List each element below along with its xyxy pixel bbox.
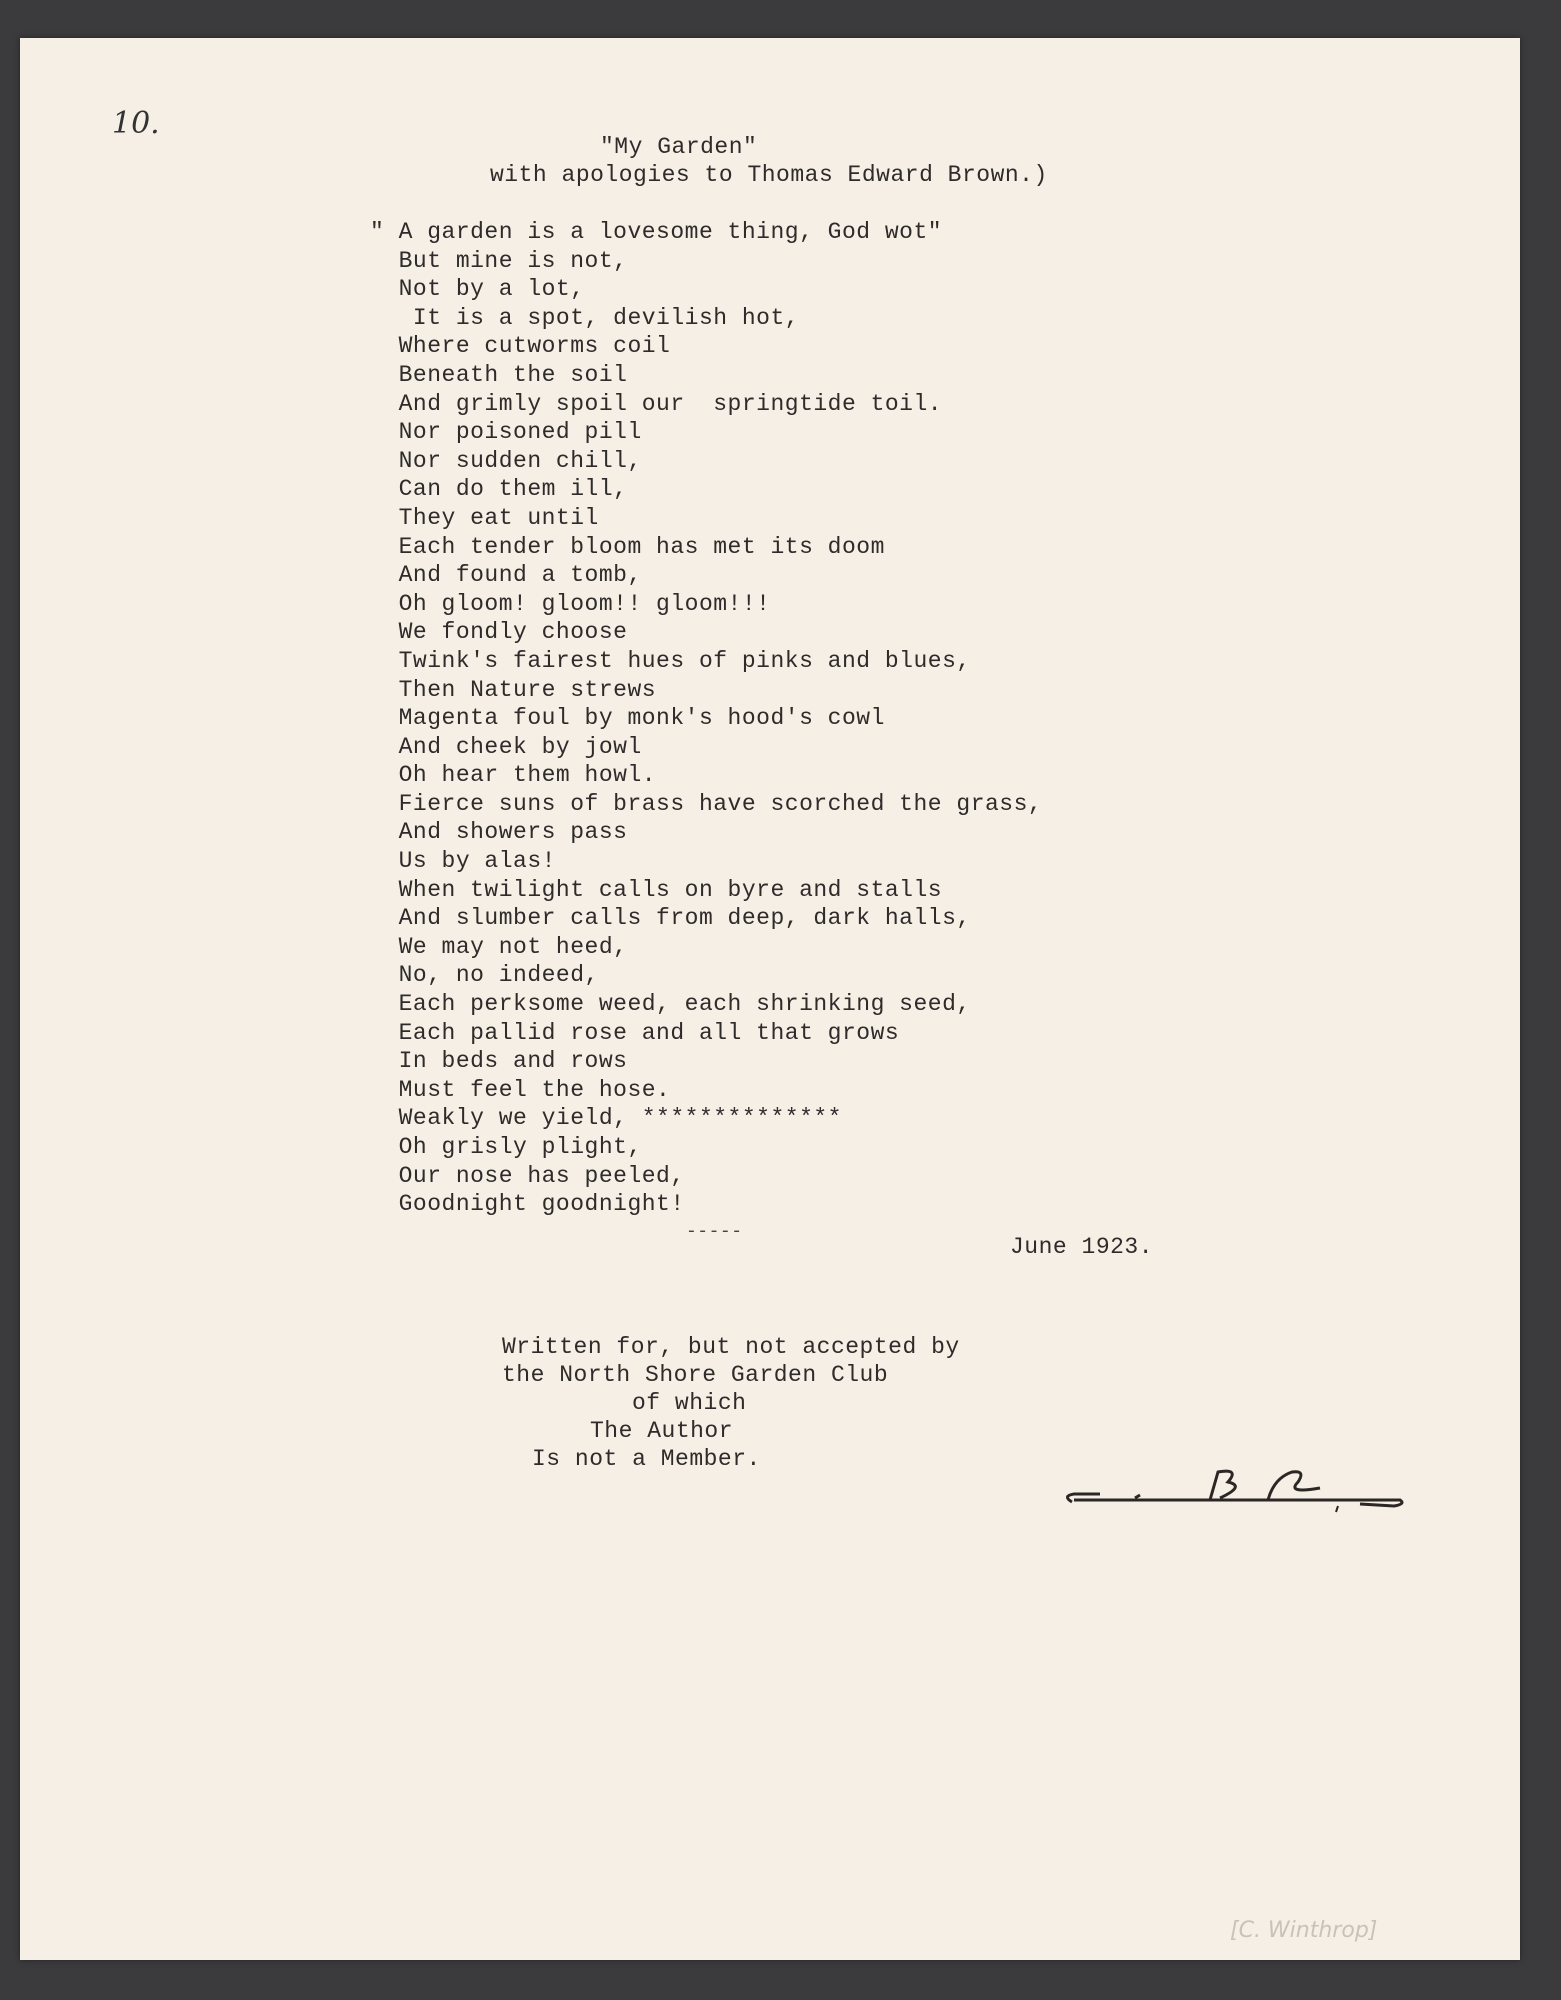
poem-subtitle: with apologies to Thomas Edward Brown.) — [490, 162, 1048, 188]
note-line: Is not a Member. — [532, 1446, 761, 1472]
poem-line: Us by alas! — [370, 848, 556, 875]
poem-line: And showers pass — [370, 819, 628, 846]
handwritten-signature — [1060, 1458, 1410, 1518]
poem-line: Nor sudden chill, — [370, 447, 642, 474]
poem-title: "My Garden" — [600, 134, 758, 160]
poem-line: Each perksome weed, each shrinking seed, — [370, 991, 971, 1018]
poem-line: Can do them ill, — [370, 476, 628, 503]
note-line: The Author — [590, 1418, 734, 1444]
poem-line: In beds and rows — [370, 1048, 628, 1075]
poem-line: Oh hear them howl. — [370, 762, 657, 789]
archive-pencil-note: [C. Winthrop] — [1230, 1918, 1378, 1943]
poem-line: Goodnight goodnight! — [370, 1191, 685, 1218]
poem-line: But mine is not, — [370, 247, 628, 274]
poem-line: And grimly spoil our springtide toil. — [370, 390, 943, 417]
poem-line: Each tender bloom has met its doom — [370, 533, 885, 560]
poem-line: Fierce suns of brass have scorched the grass, — [370, 790, 1043, 817]
poem-line: Not by a lot, — [370, 276, 585, 303]
poem-line: Magenta foul by monk's hood's cowl — [370, 705, 885, 732]
poem-line: Weakly we yield, ************** — [370, 1105, 842, 1132]
page-number: 10. — [112, 106, 160, 141]
document-page — [20, 38, 1520, 1960]
note-line: Written for, but not accepted by — [502, 1334, 960, 1360]
poem-line: We may not heed, — [370, 933, 628, 960]
poem-date: June 1923. — [1010, 1234, 1154, 1260]
note-line: the North Shore Garden Club — [502, 1362, 889, 1388]
poem-line: Nor poisoned pill — [370, 419, 642, 446]
poem-line: We fondly choose — [370, 619, 628, 646]
poem-line: They eat until — [370, 504, 599, 531]
poem-line: Must feel the hose. — [370, 1076, 671, 1103]
poem-line: And cheek by jowl — [370, 733, 642, 760]
poem-line: " A garden is a lovesome thing, God wot" — [370, 219, 943, 245]
poem-line: It is a spot, devilish hot, — [370, 304, 800, 331]
poem-line: Our nose has peeled, — [370, 1162, 685, 1189]
poem-line: Each pallid rose and all that grows — [370, 1019, 900, 1046]
poem-line: No, no indeed, — [370, 962, 599, 989]
poem-line: Then Nature strews — [370, 676, 657, 703]
poem-line: When twilight calls on byre and stalls — [370, 876, 943, 903]
poem-line: Where cutworms coil — [370, 333, 671, 360]
note-line: of which — [632, 1390, 747, 1416]
separator-rule: ----- — [686, 1222, 743, 1242]
poem-line: Beneath the soil — [370, 361, 628, 388]
poem-body — [370, 218, 1042, 1219]
poem-line: And slumber calls from deep, dark halls, — [370, 905, 971, 932]
poem-line: And found a tomb, — [370, 562, 642, 589]
poem-line: Oh gloom! gloom!! gloom!!! — [370, 590, 771, 617]
poem-line: Twink's fairest hues of pinks and blues, — [370, 647, 971, 674]
poem-line: Oh grisly plight, — [370, 1134, 642, 1160]
